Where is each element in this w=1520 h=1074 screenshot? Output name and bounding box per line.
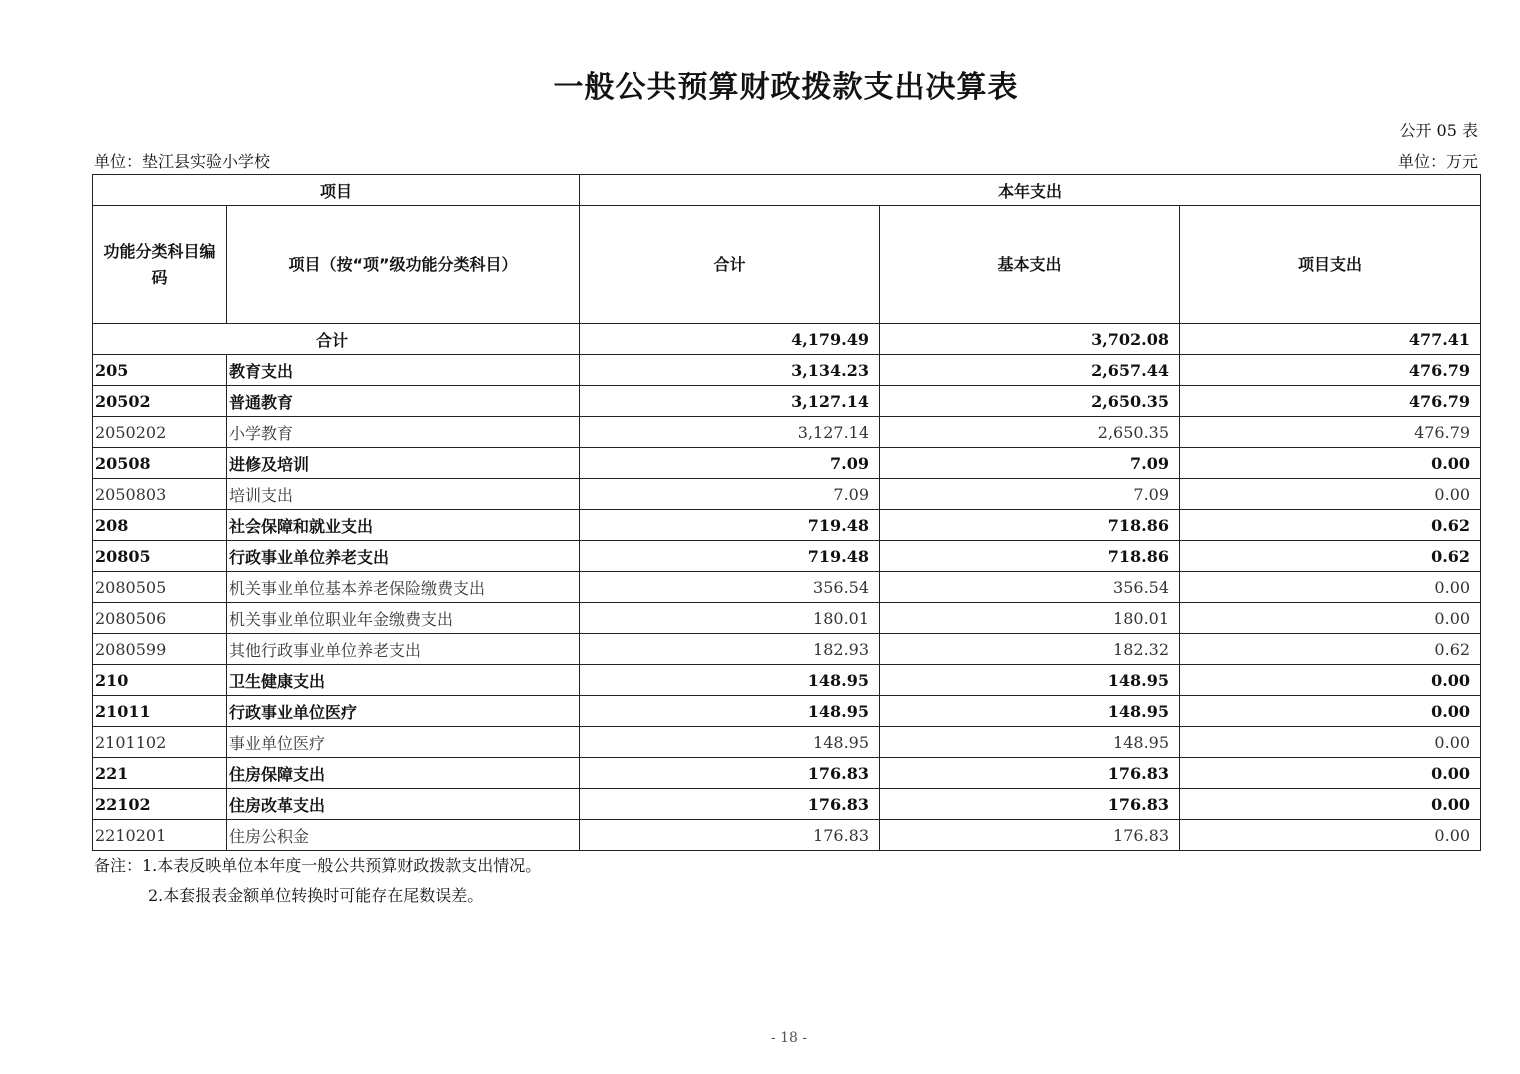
row-name: 进修及培训 — [227, 448, 580, 479]
total-project: 477.41 — [1180, 324, 1481, 355]
row-basic: 182.32 — [880, 634, 1180, 665]
row-name: 住房保障支出 — [227, 758, 580, 789]
expenditure-table — [92, 174, 1481, 851]
row-code: 2210201 — [93, 820, 227, 851]
table-row — [93, 386, 1481, 417]
row-code: 22102 — [93, 789, 227, 820]
note-line-1: 备注：1.本表反映单位本年度一般公共预算财政拨款支出情况。 — [94, 856, 542, 875]
row-basic: 7.09 — [880, 479, 1180, 510]
row-name: 普通教育 — [227, 386, 580, 417]
note-line-2: 2.本套报表金额单位转换时可能存在尾数误差。 — [148, 886, 484, 905]
header-name: 项目（按“项”级功能分类科目） — [227, 206, 580, 324]
form-number: 公开 05 表 — [1399, 121, 1478, 140]
table-row — [93, 541, 1481, 572]
row-code: 205 — [93, 355, 227, 386]
row-project: 0.62 — [1180, 510, 1481, 541]
row-project: 0.00 — [1180, 727, 1481, 758]
row-name: 社会保障和就业支出 — [227, 510, 580, 541]
row-name: 教育支出 — [227, 355, 580, 386]
row-name: 住房公积金 — [227, 820, 580, 851]
row-project: 0.00 — [1180, 603, 1481, 634]
row-code: 20805 — [93, 541, 227, 572]
row-basic: 148.95 — [880, 696, 1180, 727]
row-name: 培训支出 — [227, 479, 580, 510]
table-row — [93, 820, 1481, 851]
row-name: 小学教育 — [227, 417, 580, 448]
row-code: 2050202 — [93, 417, 227, 448]
row-total: 148.95 — [580, 696, 880, 727]
row-total: 182.93 — [580, 634, 880, 665]
row-name: 行政事业单位医疗 — [227, 696, 580, 727]
row-basic: 718.86 — [880, 510, 1180, 541]
row-total: 148.95 — [580, 665, 880, 696]
table-row — [93, 789, 1481, 820]
row-name: 机关事业单位职业年金缴费支出 — [227, 603, 580, 634]
row-project: 0.62 — [1180, 634, 1481, 665]
total-basic: 3,702.08 — [880, 324, 1180, 355]
total-label: 合计 — [93, 324, 580, 355]
row-code: 2080599 — [93, 634, 227, 665]
row-basic: 180.01 — [880, 603, 1180, 634]
row-name: 机关事业单位基本养老保险缴费支出 — [227, 572, 580, 603]
header-basic: 基本支出 — [880, 206, 1180, 324]
row-code: 208 — [93, 510, 227, 541]
table-row — [93, 758, 1481, 789]
row-project: 0.00 — [1180, 820, 1481, 851]
notes — [94, 851, 541, 911]
table-row — [93, 510, 1481, 541]
row-project: 476.79 — [1180, 386, 1481, 417]
row-project: 0.00 — [1180, 758, 1481, 789]
row-project: 0.62 — [1180, 541, 1481, 572]
row-total: 3,127.14 — [580, 386, 880, 417]
row-code: 2080506 — [93, 603, 227, 634]
page-title: 一般公共预算财政拨款支出决算表 — [553, 70, 1019, 105]
row-total: 3,134.23 — [580, 355, 880, 386]
row-code: 221 — [93, 758, 227, 789]
header-row-1 — [93, 175, 1481, 206]
row-basic: 176.83 — [880, 820, 1180, 851]
row-total: 176.83 — [580, 820, 880, 851]
row-total: 176.83 — [580, 758, 880, 789]
row-project: 0.00 — [1180, 479, 1481, 510]
row-total: 180.01 — [580, 603, 880, 634]
currency-unit: 单位：万元 — [1397, 152, 1478, 171]
header-item: 项目 — [93, 175, 580, 206]
row-project: 476.79 — [1180, 417, 1481, 448]
row-code: 2050803 — [93, 479, 227, 510]
row-basic: 356.54 — [880, 572, 1180, 603]
row-name: 行政事业单位养老支出 — [227, 541, 580, 572]
page-number: - 18 - — [770, 1030, 808, 1046]
row-basic: 2,650.35 — [880, 386, 1180, 417]
header-code: 功能分类科目编码 — [93, 206, 227, 324]
table-row — [93, 448, 1481, 479]
table-row — [93, 696, 1481, 727]
row-project: 0.00 — [1180, 696, 1481, 727]
row-code: 2080505 — [93, 572, 227, 603]
header-row-2 — [93, 206, 1481, 324]
row-project: 0.00 — [1180, 572, 1481, 603]
row-basic: 7.09 — [880, 448, 1180, 479]
row-total: 7.09 — [580, 479, 880, 510]
table-row — [93, 634, 1481, 665]
row-project: 0.00 — [1180, 665, 1481, 696]
row-basic: 176.83 — [880, 758, 1180, 789]
row-name: 卫生健康支出 — [227, 665, 580, 696]
header-project: 项目支出 — [1180, 206, 1481, 324]
header-total: 合计 — [580, 206, 880, 324]
row-total: 719.48 — [580, 510, 880, 541]
row-basic: 148.95 — [880, 727, 1180, 758]
row-basic: 148.95 — [880, 665, 1180, 696]
row-basic: 718.86 — [880, 541, 1180, 572]
table-row — [93, 727, 1481, 758]
row-name: 其他行政事业单位养老支出 — [227, 634, 580, 665]
row-total: 356.54 — [580, 572, 880, 603]
row-project: 476.79 — [1180, 355, 1481, 386]
row-basic: 2,657.44 — [880, 355, 1180, 386]
row-code: 20502 — [93, 386, 227, 417]
row-total: 148.95 — [580, 727, 880, 758]
row-code: 2101102 — [93, 727, 227, 758]
organization-unit: 单位：垫江县实验小学校 — [94, 152, 271, 171]
table-row — [93, 417, 1481, 448]
row-code: 20508 — [93, 448, 227, 479]
table-row — [93, 665, 1481, 696]
row-name: 住房改革支出 — [227, 789, 580, 820]
row-project: 0.00 — [1180, 448, 1481, 479]
row-project: 0.00 — [1180, 789, 1481, 820]
row-total: 719.48 — [580, 541, 880, 572]
row-basic: 176.83 — [880, 789, 1180, 820]
table-row — [93, 355, 1481, 386]
total-total: 4,179.49 — [580, 324, 880, 355]
row-name: 事业单位医疗 — [227, 727, 580, 758]
table-row — [93, 479, 1481, 510]
header-this-year: 本年支出 — [580, 175, 1481, 206]
row-total: 176.83 — [580, 789, 880, 820]
row-basic: 2,650.35 — [880, 417, 1180, 448]
row-code: 210 — [93, 665, 227, 696]
row-total: 7.09 — [580, 448, 880, 479]
table-row — [93, 603, 1481, 634]
total-row — [93, 324, 1481, 355]
row-code: 21011 — [93, 696, 227, 727]
row-total: 3,127.14 — [580, 417, 880, 448]
table-row — [93, 572, 1481, 603]
